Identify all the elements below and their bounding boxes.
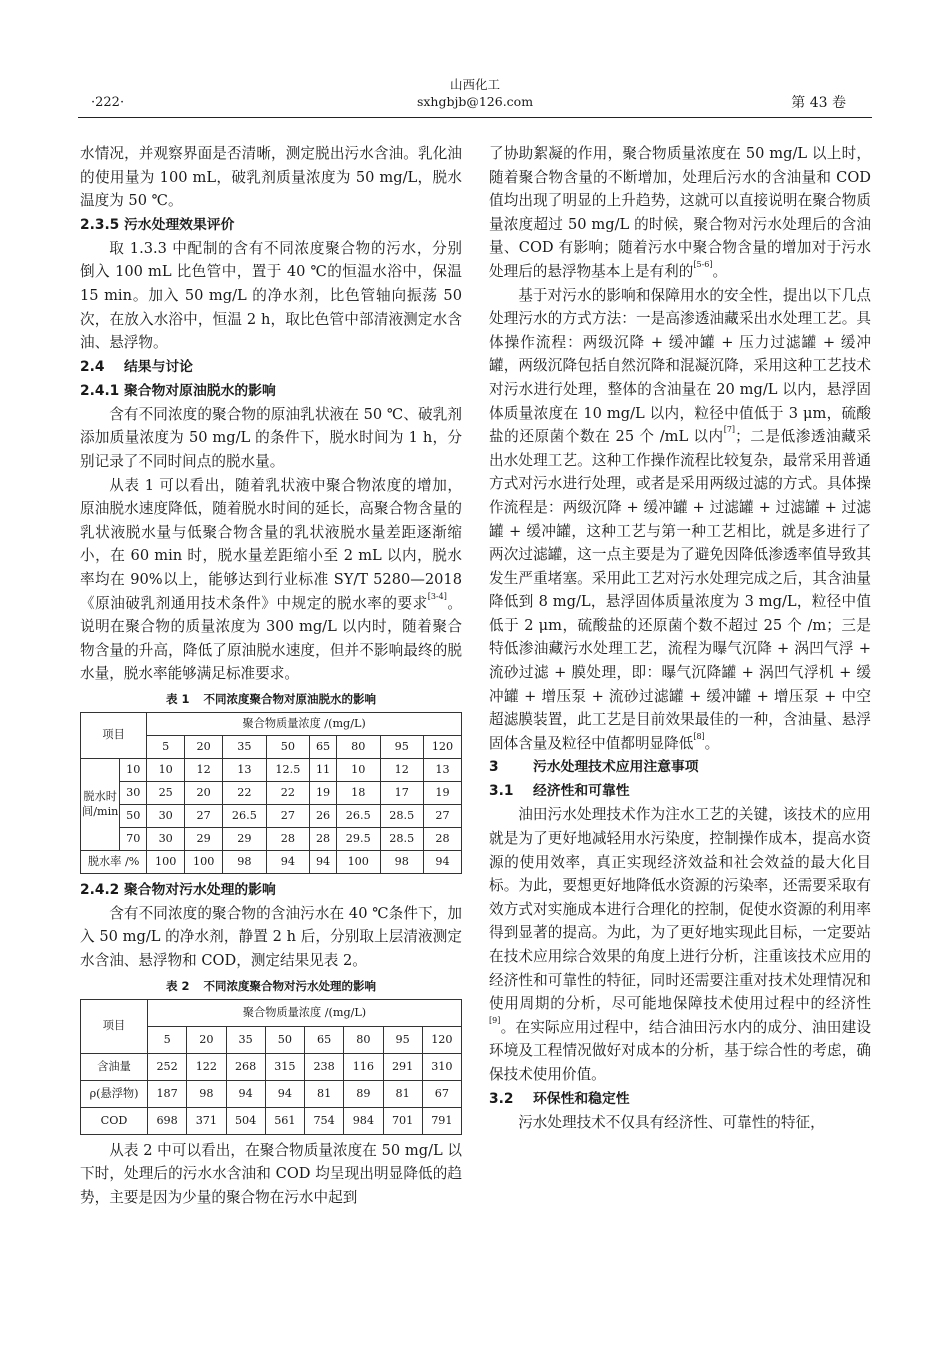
- table-row: 30 25 20 22 22 19 18 17 19: [81, 781, 462, 804]
- table-row: 脱水率 /% 100 100 98 94 94 100 98 94: [81, 850, 462, 873]
- table-2: [80, 999, 462, 1135]
- row-label-time: 脱水时间/min: [81, 758, 120, 850]
- table-1: [80, 712, 462, 874]
- section-heading-2-4: [80, 355, 462, 379]
- paragraph: 含有不同浓度的聚合物的含油污水在 40 ℃条件下，加入 50 mg/L 的净水剂，静置 2 h 后，分别取上层清液测定水含油、悬浮物和 COD，测定结果见表 2。: [80, 904, 462, 970]
- journal-name: 山西化工: [449, 77, 500, 92]
- table-header-item: 项目: [81, 999, 148, 1053]
- section-heading-3-2: [489, 1087, 871, 1111]
- right-column: [489, 142, 871, 1134]
- citation: [9]: [489, 1015, 501, 1025]
- section-title: 环保性和稳定性: [533, 1090, 630, 1107]
- left-column: [80, 142, 462, 1209]
- volume-label: 第 43 卷: [791, 95, 846, 111]
- table-header-concentration: 聚合物质量浓度 /(mg/L): [147, 712, 462, 735]
- row-label-rate: 脱水率 /%: [81, 850, 147, 873]
- table-header-item: 项目: [81, 712, 147, 758]
- section-heading-3-1: [489, 779, 871, 803]
- table-row: ρ(悬浮物) 187 98 94 94 81 89 81 67: [81, 1080, 462, 1107]
- journal-email: sxhgbjb@126.com: [416, 94, 534, 109]
- paragraph: 取 1.3.3 中配制的含有不同浓度聚合物的污水，分别倒入 100 mL 比色管中，置于 40 ℃的恒温水浴中，保温 15 min。加入 50 mg/L 的净水剂，比色管轴向振荡 50 次，在放入水浴中，恒温 2 h，取比色管中部清液测定水含油、悬浮物。: [80, 239, 462, 352]
- section-title: 污水处理技术应用注意事项: [533, 759, 699, 776]
- section-heading-2-4-2: [80, 878, 462, 902]
- table-row: 5 20 35 50 65 80 95 120: [81, 1026, 462, 1053]
- section-number: 2.4.2: [80, 881, 120, 898]
- paragraph: 从表 2 中可以看出，在聚合物质量浓度在 50 mg/L 以下时，处理后的污水水含油和 COD 均呈现出明显降低的趋势，主要是因为少量的聚合物在污水中起到: [80, 1141, 462, 1206]
- table-row: 5 20 35 50 65 80 95 120: [81, 735, 462, 758]
- table-2-caption: 表 2 不同浓度聚合物对污水处理的影响: [165, 978, 376, 993]
- table-row: 脱水时间/min 10 10 12 13 12.5 11 10 12 13: [81, 758, 462, 781]
- section-title: 结果与讨论: [124, 358, 193, 375]
- table-1-caption: 表 1 不同浓度聚合物对原油脱水的影响: [165, 691, 376, 706]
- paragraph: 含有不同浓度的聚合物的原油乳状液在 50 ℃、破乳剂添加质量浓度为 50 mg/L 的条件下，脱水时间为 1 h，分别记录了不同时间点的脱水量。: [80, 405, 462, 470]
- paragraph: 油田污水处理技术作为注水工艺的关键，该技术的应用就是为了更好地减轻用水污染度，控制操作成本，提高水资源的使用效率，真正实现经济效益和社会效益的最大化目标。为此，要想更好地降低水资源的污染率，还需要采取有效方式对实施成本进行合理化的控制，促使水资源的利用率得到显著的提高。为此，为了更好地实现此目标，一定要站在技术应用综合效果的角度上进行分析，注重该技术应用的经济性和可靠性的特征，同时还需要注重对技术处理情况和使用周期的分析，尽可能地保障技术使用过程中的经济性[9]。在实际应用过程中，结合油田污水内的成分、油田建设环境及工程情况做好对成本的分析，基于综合性的考虑，确保技术使用价值。: [489, 806, 871, 1083]
- section-number: 3.1: [489, 783, 514, 800]
- section-number: 2.4.1: [80, 382, 120, 399]
- citation: [8]: [693, 731, 705, 741]
- paragraph: 了协助絮凝的作用，聚合物质量浓度在 50 mg/L 以上时，随着聚合物含量的不断增加，处理后污水的含油量和 COD 值均出现了明显的上升趋势，这就可以直接说明在聚合物质量浓度超过 50 mg/L 的时候，聚合物对污水处理后的含油量、COD 有影响；随着污水中聚合物含量的增加对于污水处理后的悬浮物基本上是有利的[5-6]。: [489, 145, 871, 280]
- paragraph: 基于对污水的影响和保障用水的安全性，提出以下几点处理污水的方式方法：一是高渗透油藏采出水处理工艺。具体操作流程：两级沉降 + 缓冲罐 + 压力过滤罐 + 缓冲罐，两级沉降包括自然沉降和混凝沉降，采用这种工艺技术对污水进行处理，整体的含油量在 20 mg/L 以内，悬浮固体质量浓度在 10 mg/L 以内，粒径中值低于 3 μm，硫酸盐的还原菌个数在 25 个 /mL 以内[7]；二是低渗透油藏采出水处理工艺。这种工作操作流程比较复杂，最常采用普通方式对污水进行处理，或者是采用两级过滤的方式。具体操作流程是：两级沉降 + 缓冲罐 + 过滤罐 + 过滤罐 + 过滤罐 + 缓冲罐，这种工艺与第一种工艺相比，就是多进行了两次过滤罐，这一点主要是为了避免因降低渗透率值导致其发生严重堵塞。采用此工艺对污水处理完成之后，其含油量降低到 8 mg/L，悬浮固体质量浓度为 3 mg/L，粒径中值低于 2 μm，硫酸盐的还原菌个数不超过 25 个 /m；三是特低渗油藏污水处理工艺，流程为曝气沉降 + 涡凹气浮 + 流砂过滤 + 膜处理，即：曝气沉降罐 + 涡凹气浮机 + 缓冲罐 + 增压泵 + 流砂过滤罐 + 缓冲罐 + 增压泵 + 中空超滤膜装置，此工艺是目前效果最佳的一种，含油量、悬浮固体含量及粒径中值都明显降低[8]。: [489, 286, 871, 752]
- section-heading-2-3-5: [80, 213, 462, 237]
- section-heading-3: [489, 755, 871, 779]
- section-number: 2.4: [80, 358, 105, 375]
- header-rule: [78, 117, 872, 118]
- section-number: 3.2: [489, 1090, 514, 1107]
- section-title: 污水处理效果评价: [124, 216, 235, 233]
- page-number: ·222·: [91, 95, 125, 110]
- section-title: 经济性和可靠性: [533, 783, 630, 800]
- citation: [7]: [723, 425, 736, 435]
- running-header: [355, 76, 595, 110]
- citation: [5-6]: [693, 259, 713, 269]
- section-title: 聚合物对原油脱水的影响: [124, 382, 276, 399]
- table-row: 50 30 27 26.5 27 26 26.5 28.5 27: [81, 804, 462, 827]
- section-number: 3: [489, 759, 499, 776]
- section-title: 聚合物对污水处理的影响: [124, 881, 276, 898]
- table-row: COD 698 371 504 561 754 984 701 791: [81, 1107, 462, 1134]
- paragraph: 水情况，并观察界面是否清晰，测定脱出污水含油。乳化油的使用量为 100 mL，破乳剂质量浓度为 50 mg/L，脱水温度为 50 ℃。: [80, 145, 462, 210]
- table-header-concentration: 聚合物质量浓度 /(mg/L): [148, 999, 462, 1026]
- paragraph: 从表 1 可以看出，随着乳状液中聚合物浓度的增加，原油脱水速度降低，随着脱水时间的延长，高聚合物含量的乳状液脱水量与低聚合物含量的乳状液脱水量差距逐渐缩小，在 60 min 时，脱水量差距缩小至 2 mL 以内，脱水率均在 90%以上，能够达到行业标准 SY/T 5280—2018《原油破乳剂通用技术条件》中规定的脱水率的要求[3-4]。说明在聚合物的质量浓度为 300 mg/L 以内时，随着聚合物含量的升高，降低了原油脱水速度，但并不影响最终的脱水量，脱水率能够满足标准要求。: [80, 476, 462, 683]
- table-row: 含油量 252 122 268 315 238 116 291 310: [81, 1053, 462, 1080]
- paragraph: 污水处理技术不仅具有经济性、可靠性的特征，: [518, 1113, 825, 1131]
- section-heading-2-4-1: [80, 379, 462, 403]
- section-number: 2.3.5: [80, 216, 120, 233]
- citation: [3-4]: [427, 591, 447, 601]
- table-row: 70 30 29 29 28 28 29.5 28.5 28: [81, 827, 462, 850]
